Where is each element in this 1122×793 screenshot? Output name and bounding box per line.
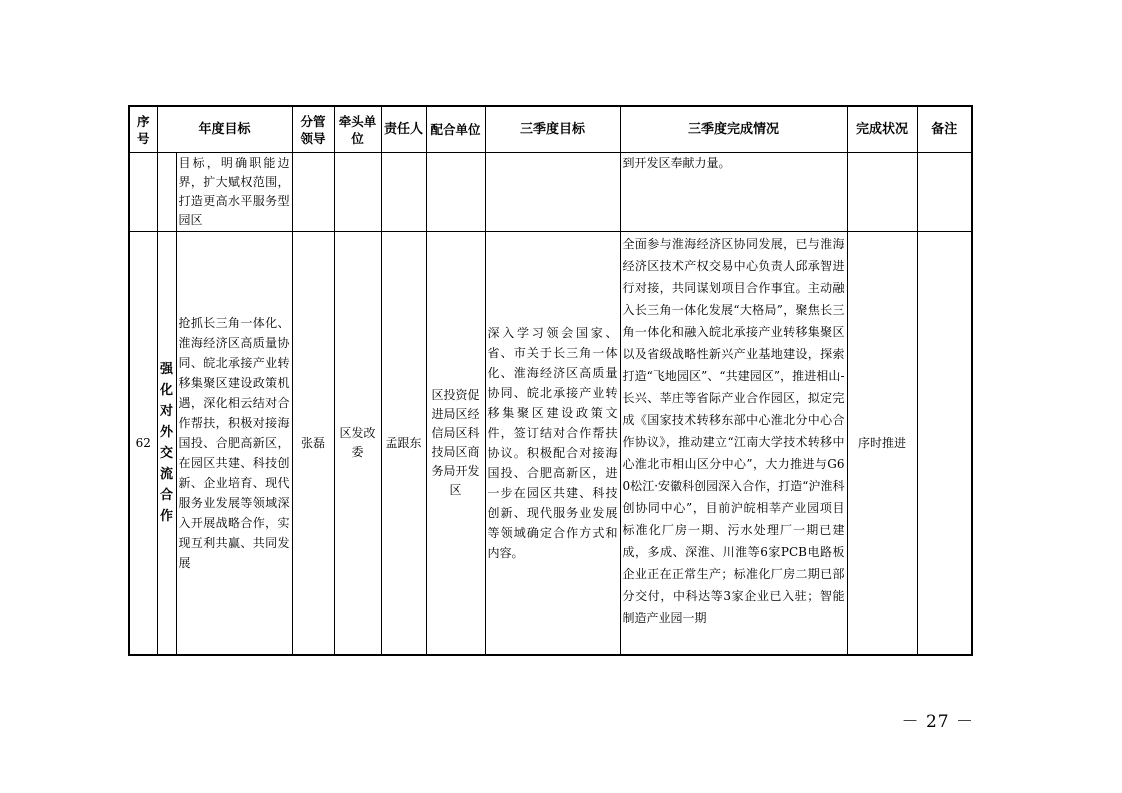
cell-q3-status: 全面参与淮海经济区协同发展，已与淮海经济区技术产权交易中心负责人邱承智进行对接，共同谋划项目合作事宜。主动融入长三角一体化发展“大格局”，聚焦长三角一体化和融入皖北承接产业转移集聚区以及省级战略性新兴产业基地建设，探索打造“飞地园区”、“共建园区”，推进相山-长兴、莘庄等省际产业合作园区，拟定完成《国家技术转移东部中心淮北分中心合作协议》，推动建立“江南大学技术转移中心淮北市相山区分中心”，大力推进与G60松江·安徽科创园深入合作，打造“沪淮科创协同中心”，目前沪皖相莘产业园项目标准化厂房一期、污水处理厂一期已建成，多成、深淮、川淮等6家PCB电路板企业正在正常生产；标准化厂房二期已部分交付，中科达等3家企业已入驻；智能制造产业园一期: [620, 232, 847, 656]
cell-q3-status: 到开发区奉献力量。: [620, 153, 847, 232]
cell-completion: [847, 153, 917, 232]
table-header-row: [129, 106, 972, 153]
header-annual-goal: 年度目标: [157, 106, 292, 153]
cell-title: [157, 153, 176, 232]
header-leader: 分管领导: [292, 106, 334, 153]
cell-seq: [129, 153, 157, 232]
cell-leader: [292, 153, 334, 232]
cell-responsible: [381, 153, 426, 232]
work-target-table: [128, 105, 973, 656]
cell-coop-unit: [426, 153, 485, 232]
cell-coop-unit: 区投资促进局区经信局区科技局区商务局开发区: [426, 232, 485, 656]
cell-leader: 张磊: [292, 232, 334, 656]
cell-lead-unit: 区发改委: [334, 232, 381, 656]
cell-remarks: [917, 232, 972, 656]
header-q3-status: 三季度完成情况: [620, 106, 847, 153]
header-seq: 序号: [129, 106, 157, 153]
header-completion: 完成状况: [847, 106, 917, 153]
cell-annual-goal: 目标，明确职能边界，扩大赋权范围，打造更高水平服务型园区: [176, 153, 292, 232]
table-row: [129, 153, 972, 232]
cell-responsible: 孟跟东: [381, 232, 426, 656]
header-responsible: 责任人: [381, 106, 426, 153]
table-row: [129, 232, 972, 656]
cell-seq: 62: [129, 232, 157, 656]
page-number: － 27 －: [901, 712, 974, 732]
header-remarks: 备注: [917, 106, 972, 153]
header-q3-goal: 三季度目标: [485, 106, 620, 153]
cell-completion: 序时推进: [847, 232, 917, 656]
cell-q3-goal: [485, 153, 620, 232]
cell-remarks: [917, 153, 972, 232]
cell-q3-goal: 深入学习领会国家、省、市关于长三角一体化、淮海经济区高质量协同、皖北承接产业转移集聚区建设政策文件，签订结对合作帮扶协议。积极配合对接海国投、合肥高新区，进一步在园区共建、科技创新、现代服务业发展等领域确定合作方式和内容。: [485, 232, 620, 656]
cell-annual-goal: 抢抓长三角一体化、淮海经济区高质量协同、皖北承接产业转移集聚区建设政策机遇，深化相云结对合作帮扶，积极对接海国投、合肥高新区，在园区共建、科技创新、企业培育、现代服务业发展等领域深入开展战略合作，实现互利共赢、共同发展: [176, 232, 292, 656]
item-title-vertical: 强化对外交流合作: [160, 362, 174, 524]
header-lead-unit: 牵头单位: [334, 106, 381, 153]
cell-title: [157, 232, 176, 656]
header-coop-unit: 配合单位: [426, 106, 485, 153]
cell-lead-unit: [334, 153, 381, 232]
